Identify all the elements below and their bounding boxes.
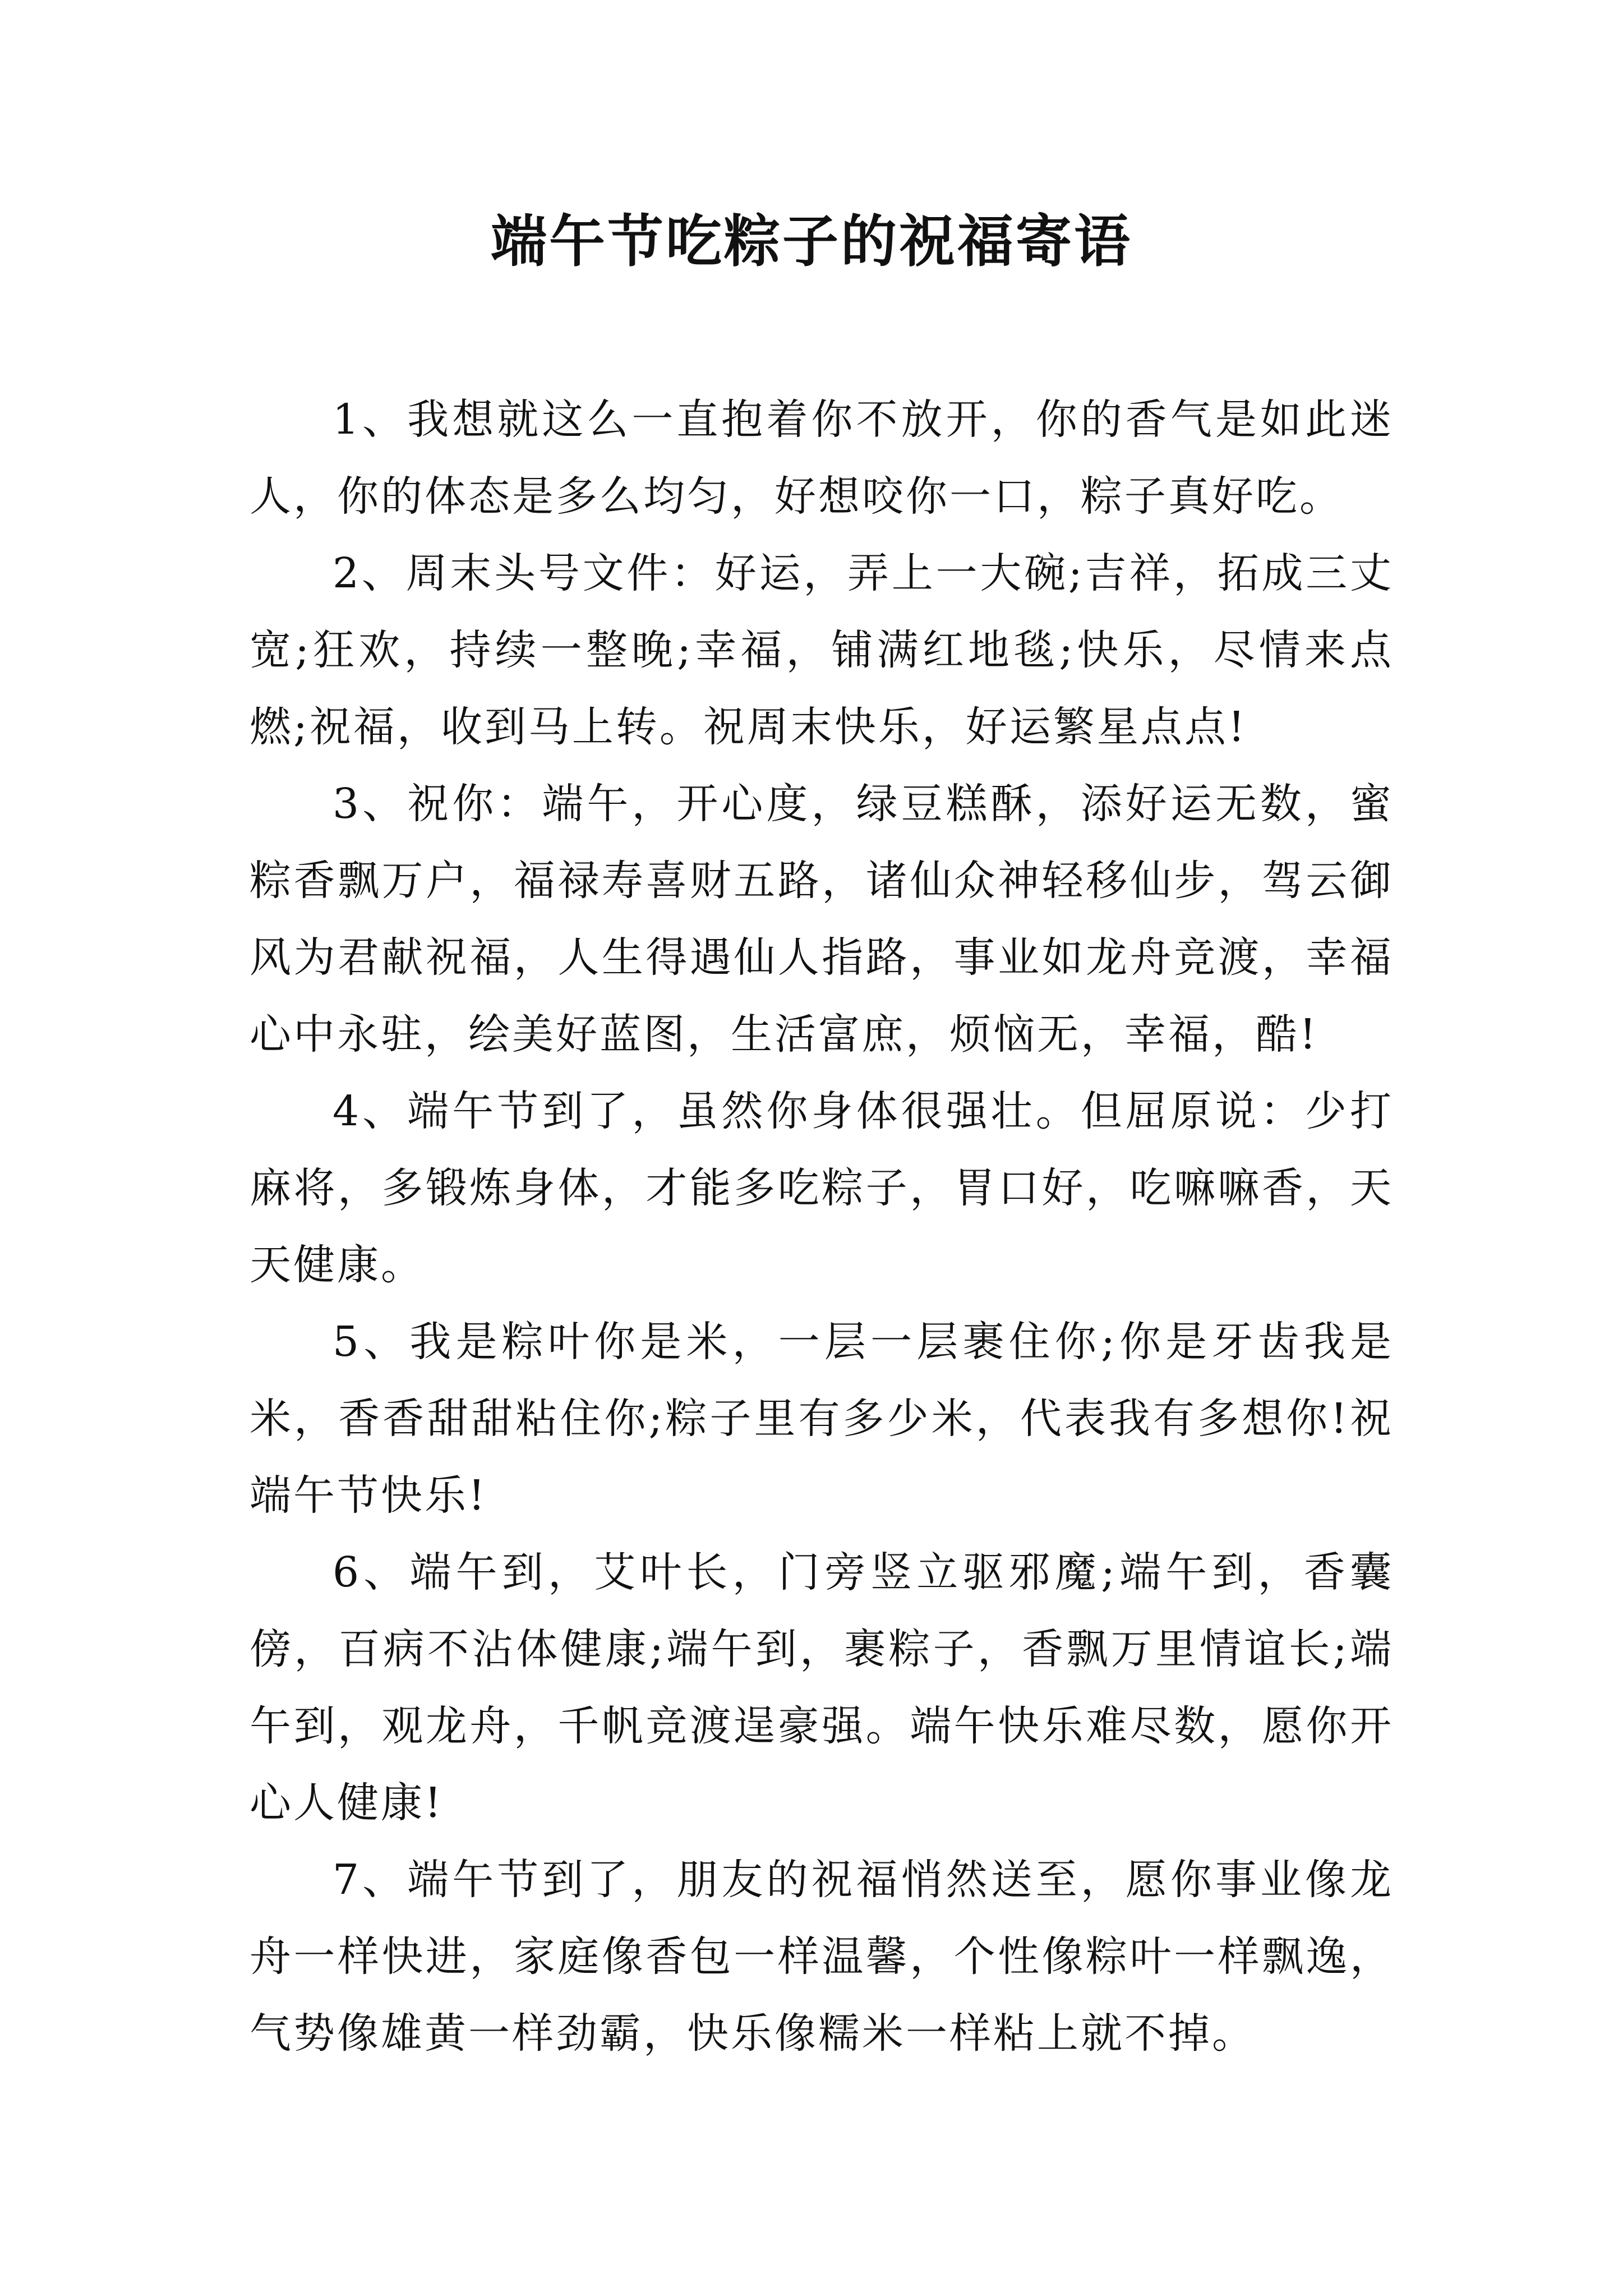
paragraph-5: 5、我是粽叶你是米，一层一层裹住你;你是牙齿我是米，香香甜甜粘住你;粽子里有多少米，代表我有多想你!祝端午节快乐! xyxy=(250,1318,1394,1520)
paragraph-1: 1、我想就这么一直抱着你不放开，你的香气是如此迷人，你的体态是多么均匀，好想咬你一口，粽子真好吃。 xyxy=(250,395,1394,521)
paragraph-2: 2、周末头号文件：好运，弄上一大碗;吉祥，拓成三丈宽;狂欢，持续一整晚;幸福，铺满红地毯;快乐，尽情来点燃;祝福，收到马上转。祝周末快乐，好运繁星点点! xyxy=(250,549,1394,751)
paragraph-4: 4、端午节到了，虽然你身体很强壮。但屈原说：少打麻将，多锻炼身体，才能多吃粽子，胃口好，吃嘛嘛香，天天健康。 xyxy=(250,1087,1394,1289)
document-body xyxy=(250,381,1394,2072)
paragraph-3: 3、祝你：端午，开心度，绿豆糕酥，添好运无数，蜜粽香飘万户，福禄寿喜财五路，诸仙众神轻移仙步，驾云御风为君献祝福，人生得遇仙人指路，事业如龙舟竞渡，幸福心中永驻，绘美好蓝图，生活富庶，烦恼无，幸福，酷! xyxy=(250,780,1394,1059)
paragraph-6: 6、端午到，艾叶长，门旁竖立驱邪魔;端午到，香囊傍，百病不沾体健康;端午到，裹粽子，香飘万里情谊长;端午到，观龙舟，千帆竞渡逞豪强。端午快乐难尽数，愿你开心人健康! xyxy=(250,1548,1394,1827)
paragraph-7: 7、端午节到了，朋友的祝福悄然送至，愿你事业像龙舟一样快进，家庭像香包一样温馨，个性像粽叶一样飘逸，气势像雄黄一样劲霸，快乐像糯米一样粘上就不掉。 xyxy=(250,1856,1394,2058)
document-title: 端午节吃粽子的祝福寄语 xyxy=(491,208,1132,274)
